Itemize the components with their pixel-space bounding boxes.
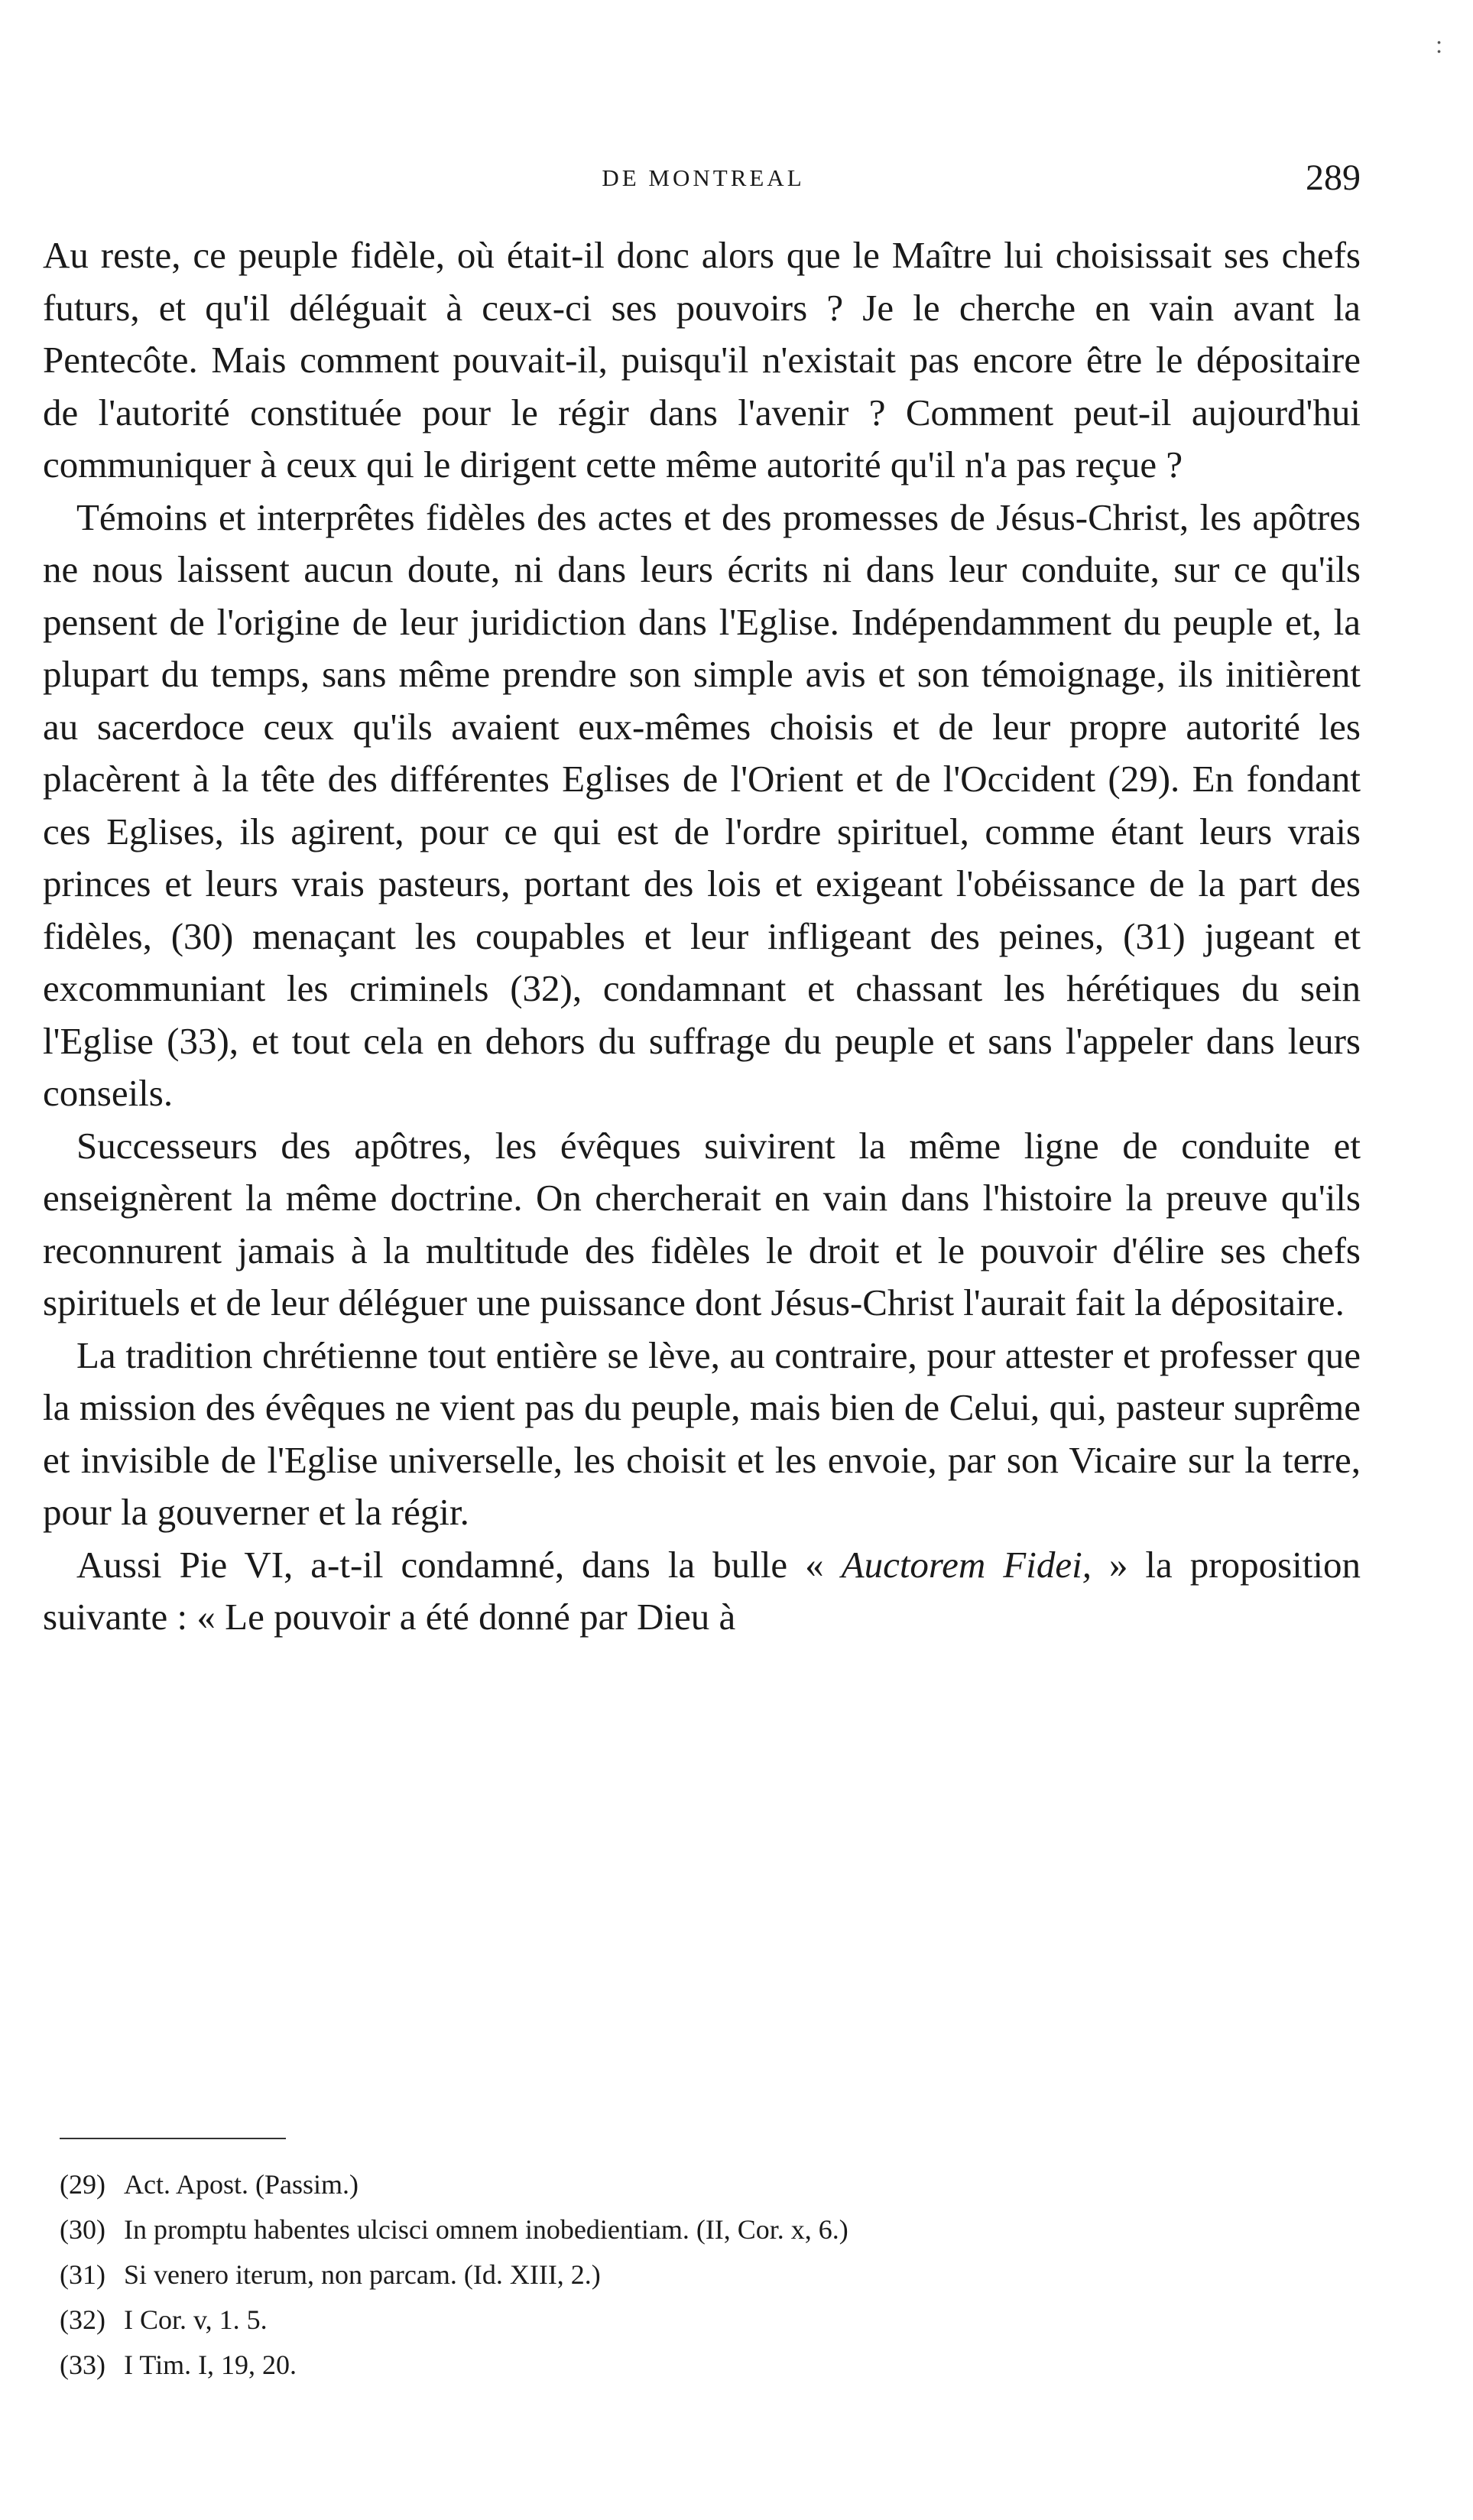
bull-title: Auctorem Fidei, (841, 1543, 1092, 1586)
footnote-text: I Tim. I, 19, 20. (124, 2350, 297, 2380)
footnote-mark: (33) (60, 2350, 105, 2380)
paragraph: Successeurs des apôtres, les évêques suivirent la même ligne de conduite et enseignèrent la même doctrine. On chercherait en vain dans l'histoire la preuve qu'ils reconnurent jamais à la multitude des fidèles le droit et le pouvoir d'élire ses chefs spirituels et de leur déléguer une puissance dont Jésus-Christ l'aurait fait la dépositaire. (43, 1124, 1361, 1323)
scan-mark: : (1436, 31, 1442, 58)
paragraph: Au reste, ce peuple fidèle, où était-il donc alors que le Maître lui choisissait ses chefs futurs, et qu'il déléguait à ceux-ci ses pouvoirs ? Je le cherche en vain avant la Pentecôte. Mais comment pouvait-il, puisqu'il n'existait pas encore être le dépositaire de l'autorité constituée pour le régir dans l'avenir ? Comment peut-il aujourd'hui communiquer à ceux qui le dirigent cette même autorité qu'il n'a pas reçue ? (43, 234, 1361, 485)
footnote (60, 2298, 1359, 2343)
footnote-mark: (31) (60, 2259, 105, 2290)
footnote-text: I Cor. v, 1. 5. (124, 2304, 268, 2335)
body-text (43, 229, 1361, 1644)
running-title: DE MONTREAL (602, 164, 805, 191)
footnotes (60, 2162, 1359, 2388)
footnote-text: Si venero iterum, non parcam. (Id. XIII, 2.) (124, 2259, 601, 2290)
paragraph-text: » la proposition suivante : « Le pouvoir a été donné par Dieu à (43, 1543, 1361, 1638)
paragraph: La tradition chrétienne tout entière se lève, au contraire, pour attester et professer que la mission des évêques ne vient pas du peuple, mais bien de Celui, qui, pasteur suprême et invisible de l'Eglise universelle, les choisit et les envoie, par son Vicaire sur la terre, pour la gouverner et la régir. (43, 1333, 1361, 1533)
paragraph-last (43, 1539, 1361, 1644)
paragraph: Témoins et interprêtes fidèles des actes et des promesses de Jésus-Christ, les apôtres ne nous laissent aucun doute, ni dans leurs écrits ni dans leur conduite, sur ce qu'ils pensent de l'origine de leur juridiction dans l'Eglise. Indépendamment du peuple et, la plupart du temps, sans même prendre son simple avis et son témoignage, ils initièrent au sacerdoce ceux qu'ils avaient eux-mêmes choisis et de leur propre autorité les placèrent à la tête des différentes Eglises de l'Orient et de l'Occident (29). En fondant ces Eglises, ils agirent, pour ce qui est de l'ordre spirituel, comme étant leurs vrais princes et leurs vrais pasteurs, portant des lois et exigeant l'obéissance de la part des fidèles, (30) menaçant les coupables et leur infligeant des peines, (31) jugeant et excommuniant les criminels (32), condamnant et chassant les hérétiques du sein l'Eglise (33), et tout cela en dehors du suffrage du peuple et sans l'appeler dans leurs conseils. (43, 495, 1361, 1114)
footnote (60, 2207, 1359, 2252)
footnote-divider (60, 2138, 286, 2139)
footnote (60, 2162, 1359, 2207)
paragraph-text: Aussi Pie VI, a-t-il condamné, dans la bulle « (76, 1543, 842, 1586)
page-header (46, 157, 1361, 203)
footnote (60, 2343, 1359, 2388)
footnote (60, 2252, 1359, 2298)
page-number: 289 (1306, 158, 1361, 198)
footnote-text: In promptu habentes ulcisci omnem inobedientiam. (II, Cor. x, 6.) (124, 2214, 848, 2245)
footnote-mark: (32) (60, 2304, 105, 2335)
footnote-mark: (29) (60, 2169, 105, 2200)
footnote-text: Act. Apost. (Passim.) (124, 2169, 359, 2200)
footnote-mark: (30) (60, 2214, 105, 2245)
